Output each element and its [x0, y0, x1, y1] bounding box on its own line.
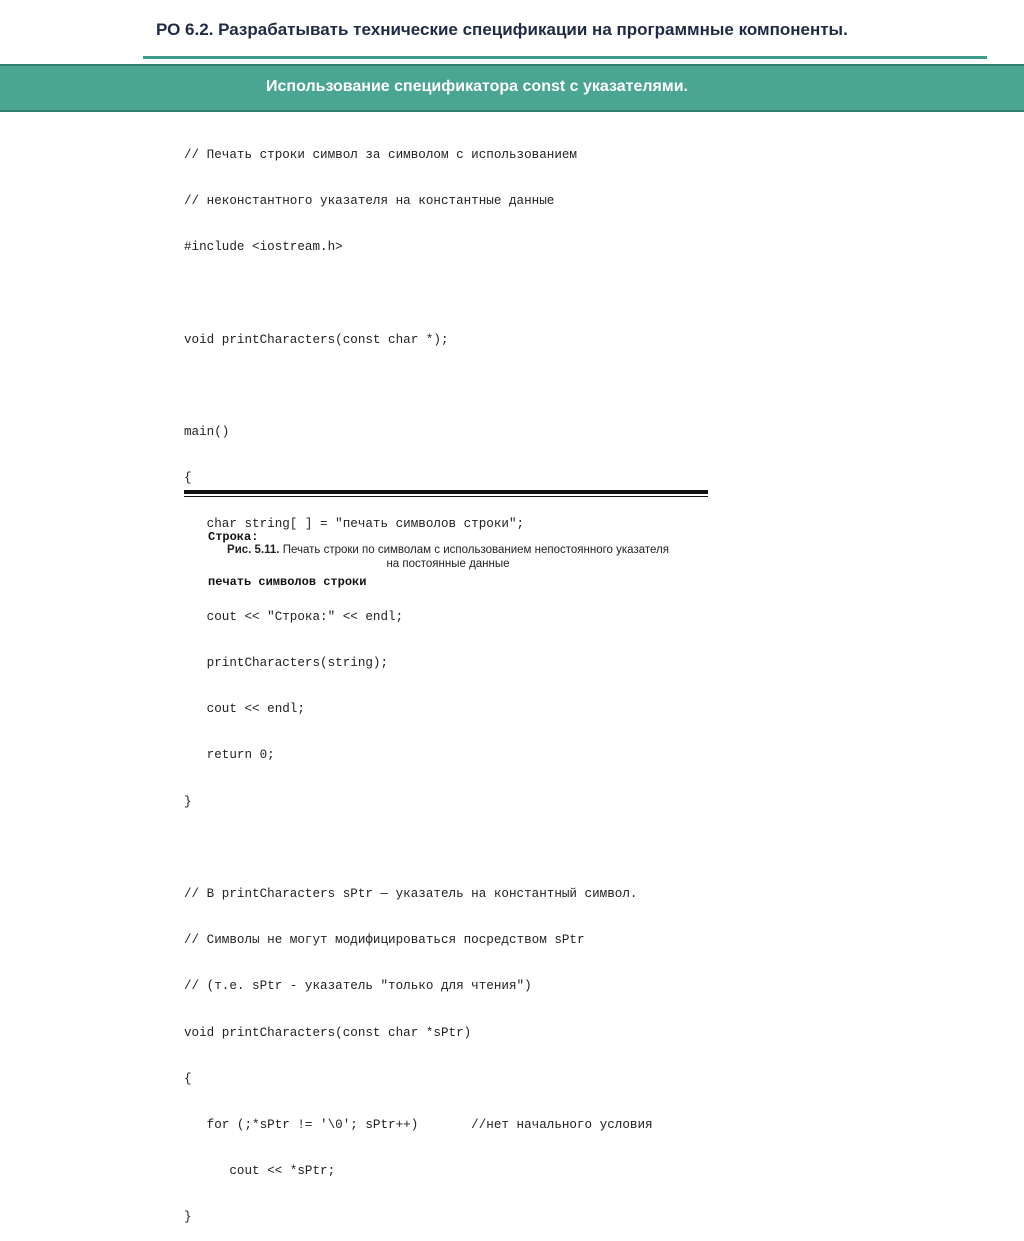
code-line: void printCharacters(const char *);: [184, 332, 449, 347]
code-line: // (т.е. sPtr - указатель "только для чтения"): [184, 979, 532, 994]
code-line: [184, 286, 653, 301]
code-line: // Печать строки символ за символом с использованием: [184, 147, 577, 162]
caption-text: Печать строки по символам с использованием непостоянного указателя: [279, 544, 669, 556]
code-line: cout << "Строка:" << endl;: [184, 609, 404, 624]
code-line: for (;*sPtr != '\0'; sPtr++) //нет начального условия: [184, 1118, 653, 1133]
output-separator-thick: [184, 490, 708, 494]
code-line: [184, 841, 653, 856]
code-line: return 0;: [184, 748, 275, 763]
section-banner: [0, 64, 1024, 112]
figure-caption: [188, 543, 708, 571]
code-line: {: [184, 471, 192, 486]
code-line: cout << endl;: [184, 702, 305, 717]
code-line: [184, 379, 653, 394]
code-line: cout << *sPtr;: [184, 1164, 336, 1179]
caption-label: Рис. 5.11.: [227, 544, 280, 556]
code-listing: [184, 117, 653, 1241]
code-line: char string[ ] = "печать символов строки";: [184, 517, 525, 532]
output-line: печать символов строки: [208, 575, 367, 589]
code-line: }: [184, 1210, 192, 1225]
code-line: printCharacters(string);: [184, 656, 389, 671]
output-separator-thin: [184, 496, 708, 497]
caption-text-line2: на постоянные данные: [386, 558, 510, 570]
page-title: РО 6.2. Разрабатывать технические спецификации на программные компоненты.: [156, 20, 848, 39]
title-underline: [143, 56, 987, 59]
code-line: // неконстантного указателя на константные данные: [184, 194, 555, 209]
code-line: // В printCharacters sPtr — указатель на константный символ.: [184, 887, 638, 902]
code-line: #include <iostream.h>: [184, 240, 343, 255]
banner-text: Использование спецификатора const с указателями.: [266, 78, 688, 95]
code-line: main(): [184, 425, 230, 440]
code-line: }: [184, 794, 192, 809]
code-line: // Символы не могут модифицироваться посредством sPtr: [184, 933, 585, 948]
code-line: {: [184, 1071, 192, 1086]
output-line: Строка:: [208, 530, 259, 544]
code-line: void printCharacters(const char *sPtr): [184, 1025, 472, 1040]
